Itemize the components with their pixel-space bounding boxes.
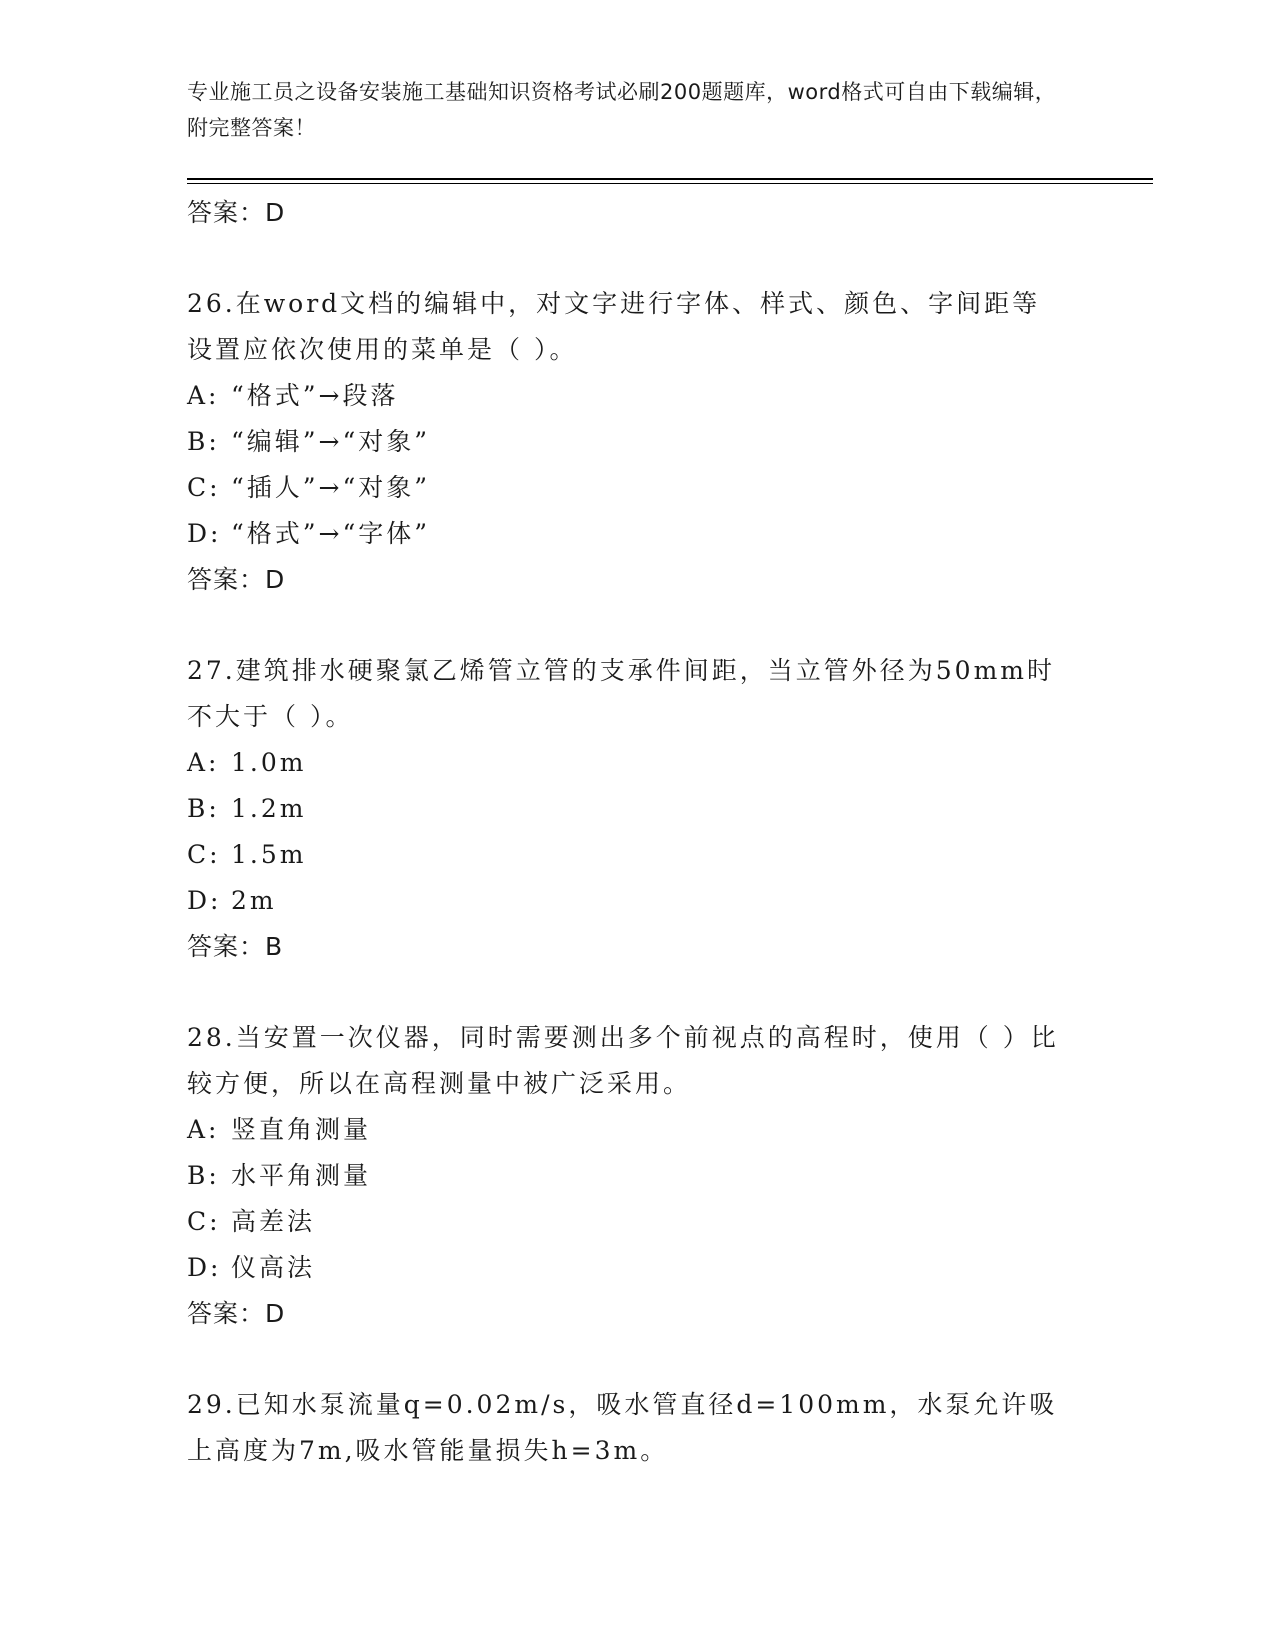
option-letter: A: — [187, 381, 220, 410]
question-26-text: 26.在word文档的编辑中，对文字进行字体、样式、颜色、字间距等设置应依次使用的菜单是（ ）。 — [187, 289, 1041, 364]
option-text: 1.5m — [231, 840, 307, 869]
question-29-text: 29.已知水泵流量q=0.02m/s，吸水管直径d=100mm，水泵允许吸上高度为7m,吸水管能量损失h=3m。 — [187, 1390, 1058, 1465]
option-text: 1.0m — [231, 748, 307, 777]
document-body — [187, 190, 1087, 1474]
option-letter: B: — [187, 1161, 220, 1190]
question-26-option-b — [187, 419, 1087, 465]
question-27-option-b — [187, 786, 1087, 832]
answer-26: 答案：D — [187, 565, 286, 594]
question-27-text: 27.建筑排水硬聚氯乙烯管立管的支承件间距，当立管外径为50mm时不大于（ ）。 — [187, 656, 1055, 731]
option-letter: A: — [187, 748, 220, 777]
option-letter: A: — [187, 1115, 220, 1144]
question-28-option-d — [187, 1245, 1087, 1291]
option-text: 2m — [231, 886, 277, 915]
option-letter: D: — [187, 886, 222, 915]
question-28-option-c — [187, 1199, 1087, 1245]
option-text: 高差法 — [231, 1207, 316, 1236]
option-letter: B: — [187, 794, 220, 823]
question-28-text: 28.当安置一次仪器，同时需要测出多个前视点的高程时，使用（ ）比较方便，所以在高程测量中被广泛采用。 — [187, 1023, 1059, 1098]
answer-27: 答案：B — [187, 932, 284, 961]
option-text: 竖直角测量 — [231, 1115, 372, 1144]
question-26-option-a — [187, 373, 1087, 419]
question-27-option-a — [187, 740, 1087, 786]
option-letter: D: — [187, 1253, 222, 1282]
option-letter: C: — [187, 473, 221, 502]
option-letter: C: — [187, 1207, 221, 1236]
option-text: 水平角测量 — [231, 1161, 372, 1190]
question-26-option-c — [187, 465, 1087, 511]
option-text: “插人”→“对象” — [231, 473, 431, 502]
option-letter: B: — [187, 427, 220, 456]
question-27-option-c — [187, 832, 1087, 878]
question-26-option-d — [187, 511, 1087, 557]
header-divider-thin — [187, 183, 1153, 184]
option-text: “格式”→“字体” — [231, 519, 431, 548]
option-text: “格式”→段落 — [231, 381, 399, 410]
question-28-option-b — [187, 1153, 1087, 1199]
option-text: “编辑”→“对象” — [231, 427, 431, 456]
answer-28: 答案：D — [187, 1299, 286, 1328]
option-letter: D: — [187, 519, 222, 548]
question-27-option-d — [187, 878, 1087, 924]
answer-25: 答案：D — [187, 198, 286, 227]
question-28-option-a — [187, 1107, 1087, 1153]
option-text: 仪高法 — [231, 1253, 316, 1282]
header-divider-thick — [187, 178, 1153, 180]
option-text: 1.2m — [231, 794, 307, 823]
option-letter: C: — [187, 840, 221, 869]
document-header: 专业施工员之设备安装施工基础知识资格考试必刷200题题库，word格式可自由下载编辑，附完整答案！ — [187, 80, 1057, 140]
